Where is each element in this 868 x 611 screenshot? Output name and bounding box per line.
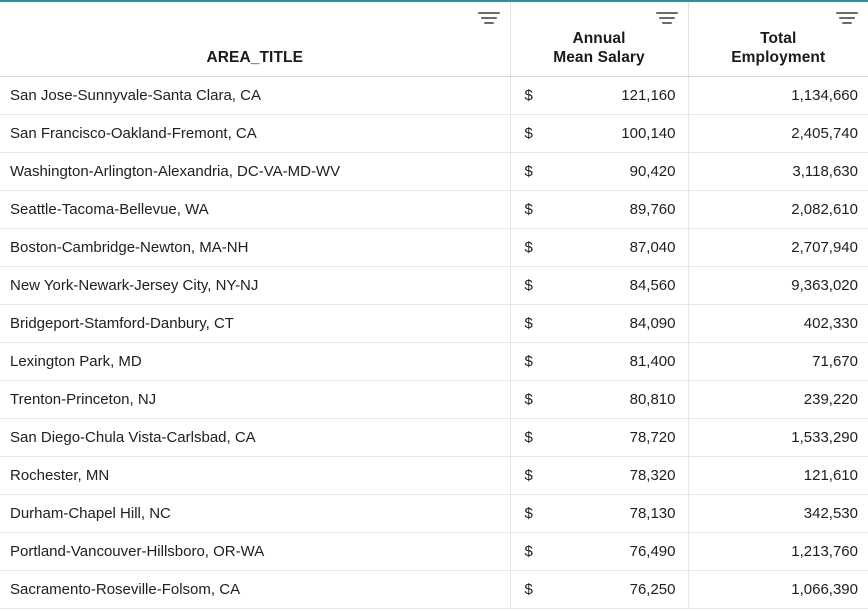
salary-value: 76,490	[629, 543, 676, 560]
cell-annual-mean-salary	[510, 343, 688, 381]
table-row[interactable]	[0, 191, 868, 229]
salary-value: 78,720	[629, 429, 676, 446]
salary-value: 78,130	[629, 505, 676, 522]
cell-area-title: Portland-Vancouver-Hillsboro, OR-WA	[0, 533, 510, 571]
cell-annual-mean-salary	[510, 115, 688, 153]
cell-annual-mean-salary	[510, 153, 688, 191]
cell-annual-mean-salary	[510, 77, 688, 115]
table-row[interactable]	[0, 229, 868, 267]
currency-symbol: $	[524, 581, 533, 598]
table-row[interactable]	[0, 419, 868, 457]
column-header-employment-label-line2: Employment	[731, 49, 826, 66]
cell-total-employment: 3,118,630	[688, 153, 868, 191]
cell-annual-mean-salary	[510, 457, 688, 495]
table-body	[0, 77, 868, 609]
table-row[interactable]	[0, 305, 868, 343]
cell-total-employment: 2,082,610	[688, 191, 868, 229]
cell-annual-mean-salary	[510, 229, 688, 267]
cell-area-title: Lexington Park, MD	[0, 343, 510, 381]
currency-symbol: $	[524, 163, 533, 180]
cell-total-employment: 1,533,290	[688, 419, 868, 457]
currency-symbol: $	[524, 467, 533, 484]
currency-symbol: $	[524, 353, 533, 370]
table-row[interactable]	[0, 381, 868, 419]
column-header-annual-mean-salary[interactable]	[510, 2, 688, 77]
salary-value: 121,160	[621, 87, 676, 104]
currency-symbol: $	[524, 277, 533, 294]
cell-area-title: San Jose-Sunnyvale-Santa Clara, CA	[0, 77, 510, 115]
filter-icon[interactable]	[836, 12, 858, 28]
cell-area-title: San Diego-Chula Vista-Carlsbad, CA	[0, 419, 510, 457]
cell-total-employment: 2,405,740	[688, 115, 868, 153]
column-header-salary-label-line1: Annual	[572, 30, 626, 47]
cell-area-title: Sacramento-Roseville-Folsom, CA	[0, 571, 510, 609]
column-header-employment-label-line1: Total	[760, 30, 797, 47]
salary-value: 81,400	[629, 353, 676, 370]
column-header-area-title-label: AREA_TITLE	[206, 49, 304, 66]
salary-value: 84,560	[629, 277, 676, 294]
table-row[interactable]	[0, 77, 868, 115]
cell-annual-mean-salary	[510, 191, 688, 229]
currency-symbol: $	[524, 505, 533, 522]
salary-value: 84,090	[629, 315, 676, 332]
cell-area-title: Washington-Arlington-Alexandria, DC-VA-MD-WV	[0, 153, 510, 191]
table-row[interactable]	[0, 571, 868, 609]
cell-annual-mean-salary	[510, 381, 688, 419]
cell-annual-mean-salary	[510, 571, 688, 609]
currency-symbol: $	[524, 429, 533, 446]
salary-value: 87,040	[629, 239, 676, 256]
cell-area-title: San Francisco-Oakland-Fremont, CA	[0, 115, 510, 153]
cell-area-title: Boston-Cambridge-Newton, MA-NH	[0, 229, 510, 267]
cell-total-employment: 2,707,940	[688, 229, 868, 267]
salary-value: 78,320	[629, 467, 676, 484]
cell-area-title: Seattle-Tacoma-Bellevue, WA	[0, 191, 510, 229]
cell-annual-mean-salary	[510, 419, 688, 457]
cell-area-title: Durham-Chapel Hill, NC	[0, 495, 510, 533]
salary-employment-table	[0, 2, 868, 609]
column-header-total-employment[interactable]	[688, 2, 868, 77]
cell-annual-mean-salary	[510, 533, 688, 571]
currency-symbol: $	[524, 87, 533, 104]
table-row[interactable]	[0, 115, 868, 153]
cell-area-title: Rochester, MN	[0, 457, 510, 495]
cell-total-employment: 1,134,660	[688, 77, 868, 115]
cell-total-employment: 1,066,390	[688, 571, 868, 609]
column-header-salary-label-line2: Mean Salary	[553, 49, 645, 66]
currency-symbol: $	[524, 391, 533, 408]
salary-value: 76,250	[629, 581, 676, 598]
currency-symbol: $	[524, 201, 533, 218]
cell-total-employment: 239,220	[688, 381, 868, 419]
cell-total-employment: 342,530	[688, 495, 868, 533]
cell-annual-mean-salary	[510, 305, 688, 343]
cell-area-title: Trenton-Princeton, NJ	[0, 381, 510, 419]
salary-value: 80,810	[629, 391, 676, 408]
table-row[interactable]	[0, 343, 868, 381]
salary-value: 100,140	[621, 125, 676, 142]
column-header-area-title[interactable]	[0, 2, 510, 77]
table-header	[0, 2, 868, 77]
cell-annual-mean-salary	[510, 495, 688, 533]
table-row[interactable]	[0, 267, 868, 305]
cell-annual-mean-salary	[510, 267, 688, 305]
salary-value: 90,420	[629, 163, 676, 180]
currency-symbol: $	[524, 125, 533, 142]
cell-total-employment: 71,670	[688, 343, 868, 381]
cell-total-employment: 121,610	[688, 457, 868, 495]
table-row[interactable]	[0, 153, 868, 191]
table-header-row	[0, 2, 868, 77]
table-row[interactable]	[0, 495, 868, 533]
currency-symbol: $	[524, 315, 533, 332]
cell-total-employment: 1,213,760	[688, 533, 868, 571]
salary-value: 89,760	[629, 201, 676, 218]
currency-symbol: $	[524, 543, 533, 560]
table-row[interactable]	[0, 457, 868, 495]
filter-icon[interactable]	[478, 12, 500, 28]
currency-symbol: $	[524, 239, 533, 256]
filter-icon[interactable]	[656, 12, 678, 28]
cell-total-employment: 9,363,020	[688, 267, 868, 305]
table-row[interactable]	[0, 533, 868, 571]
cell-total-employment: 402,330	[688, 305, 868, 343]
cell-area-title: New York-Newark-Jersey City, NY-NJ	[0, 267, 510, 305]
cell-area-title: Bridgeport-Stamford-Danbury, CT	[0, 305, 510, 343]
